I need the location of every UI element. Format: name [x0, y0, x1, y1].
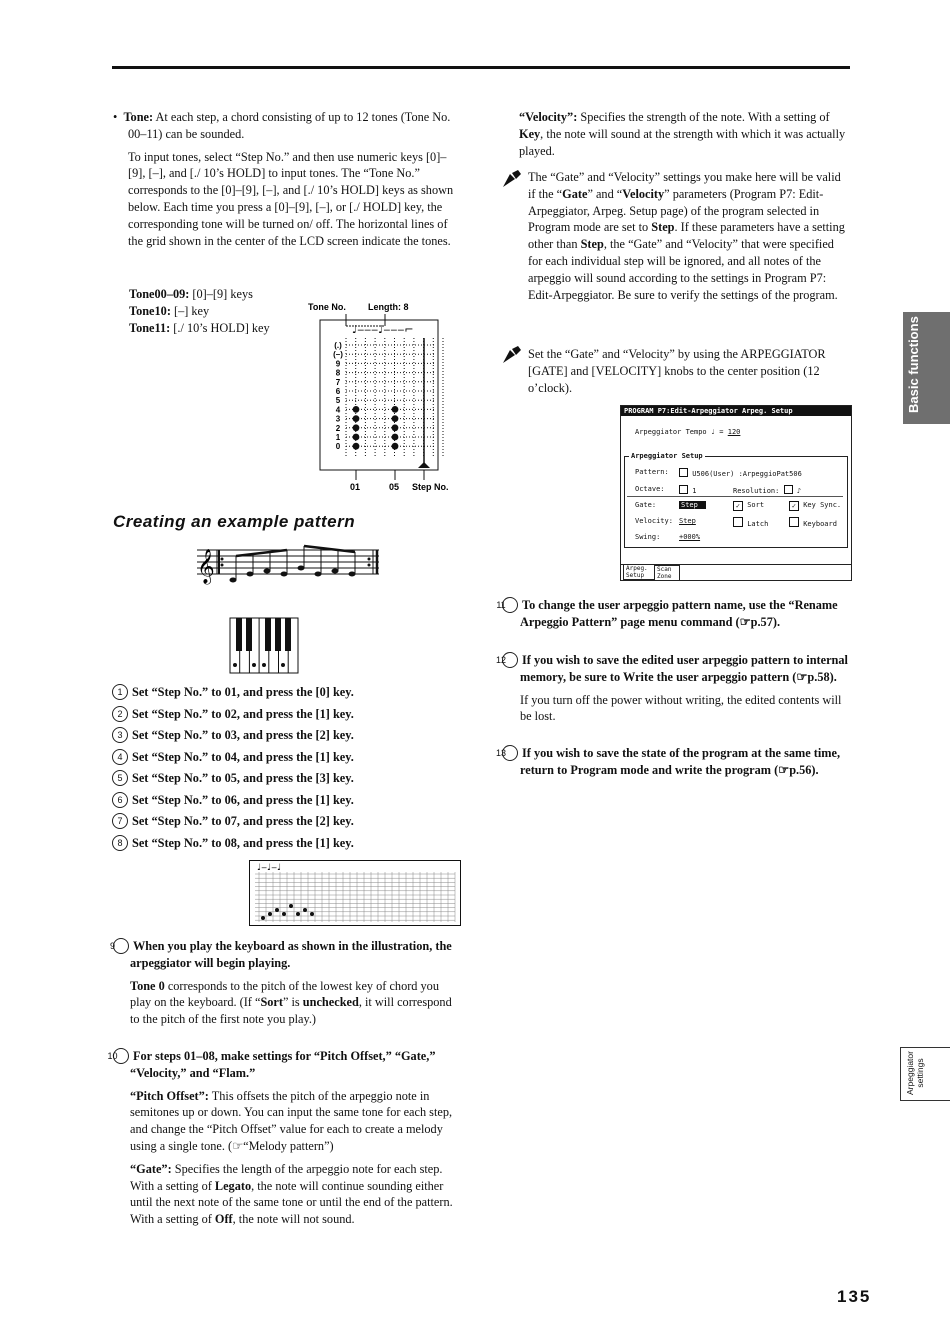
key-line-2: Tone10: [–] key: [129, 303, 210, 318]
step-7: 7 Set “Step No.” to 07, and press the [2] key.: [112, 813, 354, 829]
lcd-latch: Latch: [733, 517, 768, 528]
step-2: 2 Set “Step No.” to 02, and press the [1] key.: [112, 706, 354, 722]
lcd-gate: Gate: Step: [635, 501, 656, 509]
top-rule: [112, 66, 850, 69]
velocity-para: “Velocity”: Specifies the strength of the note. With a setting of Key, the note will sound at the strength with which it was actually played.: [519, 110, 846, 158]
lcd-setup-title: Arpeggiator Setup: [631, 452, 703, 460]
lcd-pattern: Pattern: U506(User) :ArpeggioPat506: [635, 468, 802, 478]
step-9: 9 When you play the keyboard as shown in the illustration, the arpeggiator will begin playing. Tone 0 corresponds to the pitch of the lowest key of chord you play on the keyboard. (If “Sort” is unchecked, it will correspond to the pitch of the first note you play.): [109, 939, 452, 1027]
tone-dot: [392, 415, 399, 422]
step-4: 4 Set “Step No.” to 04, and press the [1] key.: [112, 749, 354, 765]
step-1: 1 Set “Step No.” to 01, and press the [0] key.: [112, 684, 354, 700]
tone-row-label: 2: [335, 423, 341, 433]
tone-dot: [353, 415, 360, 422]
tone-row-label: 0: [335, 442, 341, 452]
tone-dot: [353, 434, 360, 441]
key-line-3: Tone11: [./ 10’s HOLD] key: [129, 320, 270, 335]
note-1: The “Gate” and “Velocity” settings you make here will be valid if the “Gate” and “Velocity” parameters (Program P7: Edit-Arpeggiator, Arpeg. Setup page) of the program selected in Program mode are set to Step. If these parameters have a setting other than Step, the “Gate” and “Velocity” that were specified for each individual step will be ignored, and all notes of the arpeggio will sound according to the settings in Program P7: Edit-Arpeggiator. Be sure to verify the settings of the program.: [528, 170, 845, 302]
step-10: 10 For steps 01–08, make settings for “Pitch Offset,” “Gate,” “Velocity,” and “Flam.” “Pitch Offset”: This offsets the pitch of the arpeggio note in semitones up or down. You can input the same tone for each step, and change the “Pitch Offset” value for each to create a melody using a single tone. (☞“Melody pattern”) “Gate”: Specifies the length of the arpeggio note for each step. With a setting of Legato, the note will continue sounding either until the next note of the same tone or until the end of the pattern. With a setting of Off, the note will not sound.: [107, 1049, 453, 1227]
pattern-lcd-figure: [249, 860, 461, 926]
note-2: Set the “Gate” and “Velocity” by using the ARPEGGIATOR [GATE] and [VELOCITY] knobs to the center position (12 o’clock).: [528, 347, 826, 395]
lcd-sort: ✓ Sort: [733, 501, 764, 511]
tone-row-label: 8: [335, 368, 341, 378]
tone-row-label: 4: [335, 405, 341, 415]
lcd-octave: Octave: 1: [635, 485, 697, 495]
lcd-tab-scan-zone[interactable]: Scan Zone: [654, 565, 680, 581]
side-tab-arpeggiator-settings: Arpeggiator settings: [900, 1047, 950, 1101]
step-11: 11 To change the user arpeggio pattern name, use the “Rename Arpeggio Pattern” page menu command (☞p.57).: [496, 598, 838, 629]
tone-dot: [353, 406, 360, 413]
tone-row-label: 6: [335, 387, 341, 396]
step-no-label: Step No.: [412, 482, 449, 492]
tone-row-label: (–): [333, 350, 343, 360]
lcd-resolution: Resolution: ♪: [733, 487, 802, 495]
tone-text: At each step, a chord consisting of up to 12 tones (Tone No. 00–11) can be sounded.: [128, 110, 451, 141]
step-3: 3 Set “Step No.” to 03, and press the [2] key.: [112, 727, 354, 743]
lcd-key-sync: ✓ Key Sync.: [789, 501, 849, 511]
keyboard-figure: [229, 617, 299, 675]
length-label: Length: 8: [368, 302, 409, 312]
tone-dot: [353, 424, 360, 431]
tone-no-label: Tone No.: [308, 302, 346, 312]
lcd-swing: Swing: +000%: [635, 533, 701, 541]
lcd-tab-arpeg-setup[interactable]: Arpeg. Setup: [623, 565, 655, 580]
note-pencil-icon: [502, 170, 522, 188]
svg-text:𝄞: 𝄞: [197, 549, 215, 584]
tone-row-label: 1: [335, 433, 341, 442]
tone-dot: [392, 424, 399, 431]
step-05-label: 05: [389, 482, 400, 492]
tone-dot: [353, 443, 360, 450]
tone-grid-figure: [300, 298, 460, 498]
tone-row-label: (.): [334, 341, 342, 350]
tone-dot: [392, 443, 399, 450]
svg-text:♩‒♩‒♩: ♩‒♩‒♩: [257, 863, 282, 873]
step-8: 8 Set “Step No.” to 08, and press the [1] key.: [112, 835, 354, 851]
side-tab-basic-functions: Basic functions: [903, 312, 950, 424]
step-01-label: 01: [350, 482, 361, 492]
page-number: 135: [837, 1287, 872, 1306]
lcd-keyboard: Keyboard: [789, 517, 849, 528]
svg-text:♩‒‒‒♩‒‒‒⌐: ♩‒‒‒♩‒‒‒⌐: [352, 323, 414, 336]
tone-dot: [392, 434, 399, 441]
lcd-tempo: Arpeggiator Tempo ♩ = 120: [635, 428, 741, 436]
note-pencil-icon-2: [502, 346, 522, 364]
music-staff-figure: [193, 540, 383, 588]
lcd-arpeggio-setup: [620, 405, 852, 581]
section-title: Creating an example pattern: [113, 512, 356, 531]
tone-heading: Tone:: [123, 110, 154, 124]
step-5: 5 Set “Step No.” to 05, and press the [3] key.: [112, 770, 354, 786]
tone-row-label: 7: [335, 377, 341, 387]
step-13: 13 If you wish to save the state of the program at the same time, return to Program mode and write the program (☞p.56).: [495, 746, 841, 777]
tone-dot: [392, 406, 399, 413]
key-list: [129, 286, 289, 336]
key-line-1: Tone00–09: [0]–[9] keys: [129, 287, 253, 301]
step-6: 6 Set “Step No.” to 06, and press the [1] key.: [112, 792, 354, 808]
step-12: 12 If you wish to save the edited user arpeggio pattern to internal memory, be sure to Write the user arpeggio pattern (☞p.58). If you turn off the power without writing, the edited contents will be lost.: [495, 653, 848, 724]
lcd-header: PROGRAM P7:Edit-Arpeggiator Arpeg. Setup: [621, 406, 851, 416]
tone-para2: To input tones, select “Step No.” and then use numeric keys [0]–[9], [–], and [./ 10’s HOLD] to input tones. The “Tone No.” corresponds to the [0]–[9], [–], and [./ 10’s HOLD] keys as shown below. Each time you press a [0]–[9], [–], or [./ HOLD] key, the corresponding tone will be turned on/ off. The horizontal lines of the grid shown in the center of the LCD screen indicate the tones.: [128, 149, 454, 248]
tone-row-label: 5: [335, 396, 341, 406]
tone-section: • Tone: At each step, a chord consisting of up to 12 tones (Tone No. 00–11) can be sounded. To input tones, select “Step No.” and then use numeric keys [0]–[9], [–], and [./ 10’s HOLD] to input tones. The “Tone No.” corresponds to the [0]–[9], [–], and [./ 10’s HOLD] keys as shown below. Each time you press a [0]–[9], [–], or [./ HOLD] key, the corresponding tone will be turned on/ off. The horizontal lines of the grid shown in the center of the LCD screen indicate the tones.: [113, 109, 463, 255]
tone-row-label: 3: [335, 414, 341, 424]
lcd-velocity: Velocity: Step: [635, 517, 696, 525]
tone-row-label: 9: [335, 359, 341, 369]
